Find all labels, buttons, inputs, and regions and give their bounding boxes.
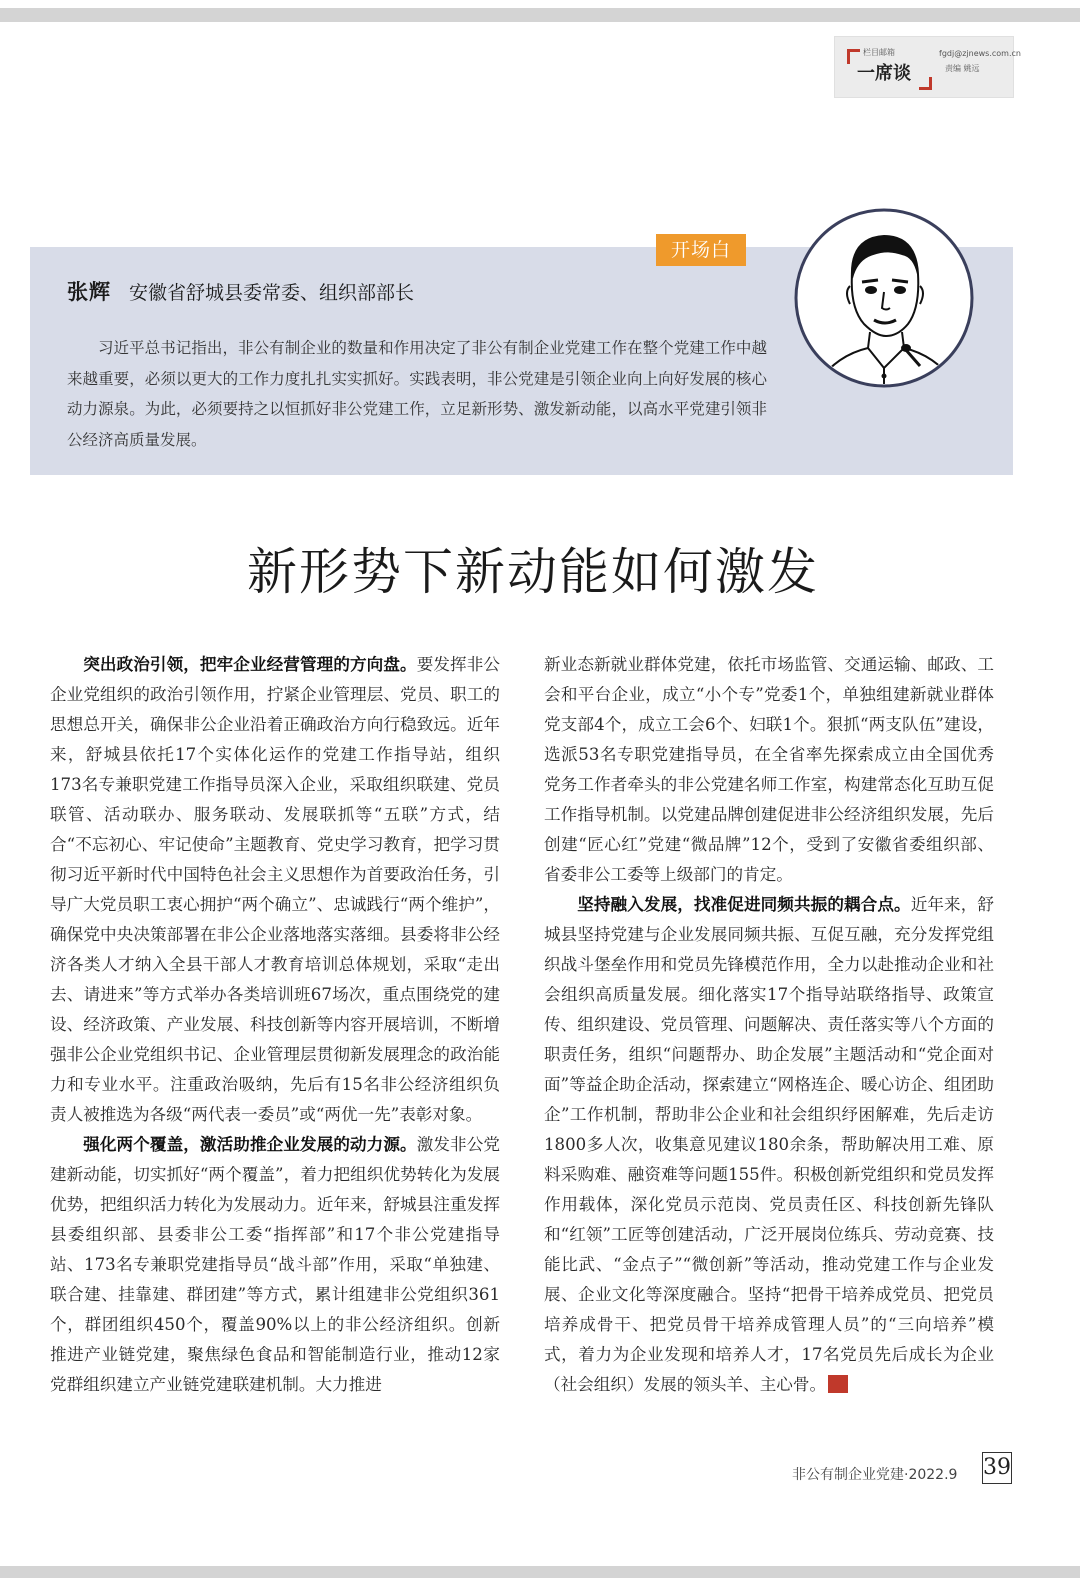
article-paragraph [50,1130,500,1400]
journal-footer: 非公有制企业党建·2022.9 [792,1467,958,1483]
column-email: fgdj@zjnews.com.cn [939,49,1021,58]
paragraph-body: 新业态新就业群体党建，依托市场监管、交通运输、邮政、工会和平台企业，成立“小个专”党委1个，单独组建新就业群体党支部4个，成立工会6个、妇联1个。狠抓“两支队伍”建设，选派53名专职党建指导员，在全省率先探索成立由全国优秀党务工作者牵头的非公党建名师工作室，构建常态化互助互促工作指导机制。以党建品牌创建促进非公经济组织发展，先后创建“匠心红”党建“微品牌”12个，受到了安徽省委组织部、省委非公工委等上级部门的肯定。 [544,655,994,884]
page-number: 39 [982,1452,1012,1484]
column-name: 一席谈 [857,63,911,84]
paragraph-lead: 突出政治引领，把牢企业经营管理的方向盘。 [83,655,417,674]
author-title: 安徽省舒城县委常委、组织部部长 [129,282,415,304]
article-column-left [50,650,500,1400]
paragraph-lead: 坚持融入发展，找准促进同频共振的耦合点。 [577,895,911,914]
opening-badge: 开场白 [656,234,746,266]
article-paragraph [544,650,994,890]
author-name: 张辉 [67,280,111,304]
paragraph-body: 近年来，舒城县坚持党建与企业发展同频共振、互促互融，充分发挥党组织战斗堡垒作用和党员先锋模范作用，全力以赴推动企业和社会组织高质量发展。细化落实17个指导站联络指导、政策宣传、组织建设、党员管理、问题解决、责任落实等八个方面的职责任务，组织“问题帮办、助企发展”主题活动和“党企面对面”等益企助企活动，探索建立“网格连企、暖心访企、组团助企”工作机制，帮助非公企业和社会组织纾困解难，先后走访1800多人次，收集意见建议180余条，帮助解决用工难、原料采购难、融资难等问题155件。积极创新党组织和党员发挥作用载体，深化党员示范岗、党员责任区、科技创新先锋队和“红领”工匠等创建活动，广泛开展岗位练兵、劳动竞赛、技能比武、“金点子”“微创新”等活动，推动党建工作与企业发展、企业文化等深度融合。坚持“把骨干培养成党员、把党员培养成骨干、把党员骨干培养成管理人员”的“三向培养”模式，着力为企业发现和培养人才，17名党员先后成长为企业（社会组织）发展的领头羊、主心骨。 [544,895,994,1394]
article-column-right [544,650,994,1400]
top-border-bar [0,8,1080,22]
paragraph-body: 激发非公党建新动能，切实抓好“两个覆盖”，着力把组织优势转化为发展优势，把组织活力转化为发展动力。近年来，舒城县注重发挥县委组织部、县委非公工委“指挥部”和17个非公党建指导站、173名专兼职党建指导员“战斗部”作用，采取“单独建、联合建、挂靠建、群团建”等方式，累计组建非公党组织361个，群团组织450个，覆盖90%以上的非公经济组织。创新推进产业链党建，聚焦绿色食品和智能制造行业，推动12家党群组织建立产业链党建联建机制。大力推进 [50,1135,500,1394]
article-headline: 新形势下新动能如何激发 [247,543,819,601]
article-end-mark-icon [828,1375,848,1393]
bottom-border-bar [0,1566,1080,1578]
column-editor: 责编 姚远 [945,64,980,73]
paragraph-body: 要发挥非公企业党组织的政治引领作用，拧紧企业管理层、党员、职工的思想总开关，确保非公企业沿着正确政治方向行稳致远。近年来，舒城县依托17个实体化运作的党建工作指导站，组织173名专兼职党建工作指导员深入企业，采取组织联建、党员联管、活动联办、服务联动、发展联抓等“五联”方式，结合“不忘初心、牢记使命”主题教育、党史学习教育，把学习贯彻习近平新时代中国特色社会主义思想作为首要政治任务，引导广大党员职工衷心拥护“两个确立”、忠诚践行“两个维护”，确保党中央决策部署在非公企业落地落实落细。县委将非公经济各类人才纳入全县干部人才教育培训总体规划，采取“走出去、请进来”等方式举办各类培训班67场次，重点围绕党的建设、经济政策、产业发展、科技创新等内容开展培训，不断增强非公企业党组织书记、企业管理层贯彻新发展理念的政治能力和专业水平。注重政治吸纳，先后有15名非公经济组织负责人被推选为各级“两代表一委员”或“两优一先”表彰对象。 [50,655,500,1124]
intro-paragraph: 习近平总书记指出，非公有制企业的数量和作用决定了非公有制企业党建工作在整个党建工作中越来越重要，必须以更大的工作力度扎扎实实抓好。实践表明，非公党建是引领企业向上向好发展的核心动力源泉。为此，必须要持之以恒抓好非公党建工作，立足新形势、激发新动能，以高水平党建引领非公经济高质量发展。 [67,339,767,449]
bracket-mark-bottom [919,77,932,90]
paragraph-lead: 强化两个覆盖，激活助推企业发展的动力源。 [83,1135,417,1154]
column-badge [834,36,1021,98]
author-portrait-illustration [794,208,974,388]
column-mailbox-label: 栏目邮箱 [863,48,895,57]
article-paragraph [50,650,500,1130]
article-paragraph [544,890,994,1400]
